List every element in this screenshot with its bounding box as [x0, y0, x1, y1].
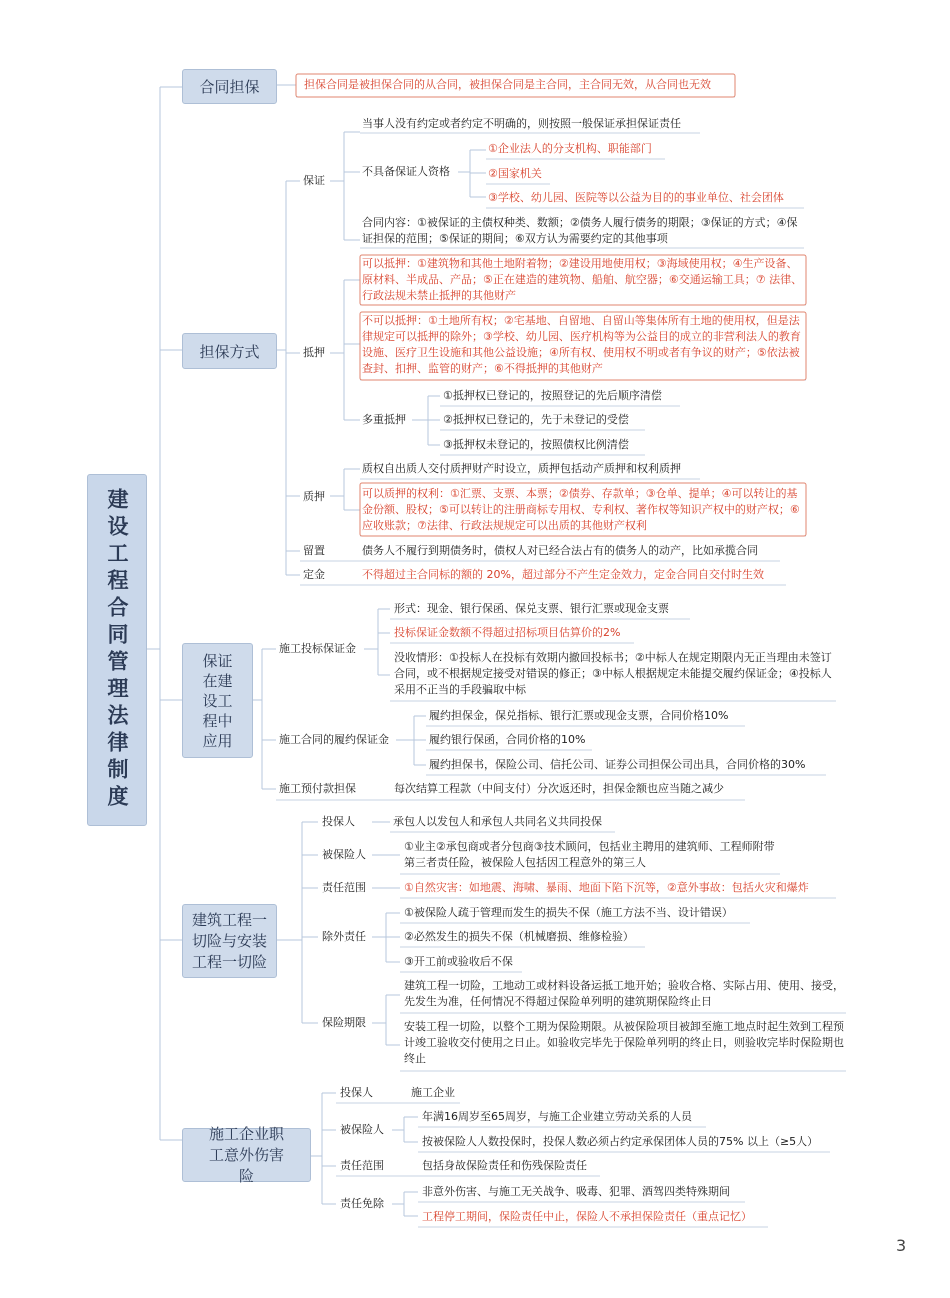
- b4-period-item: 建筑工程一切险，工地动工或材料设备运抵工地开始；验收合格、实际占用、使用、接受，先发生为准，任何情况不得超过保险单列明的建筑期保险终止日: [404, 979, 844, 1008]
- multi-mortgage-item: ①抵押权已登记的，按照登记的先后顺序清偿: [443, 389, 662, 402]
- advance-payment-text: 每次结算工程款（中间支付）分次返还时，担保金额也应当随之减少: [394, 782, 724, 795]
- guarantee-note: 担保合同是被担保合同的从合同，被担保合同是主合同，主合同无效，从合同也无效: [304, 78, 711, 91]
- performance-bond-item: 履约银行保函，合同价格的10%: [429, 733, 586, 746]
- unqualified-item: ①企业法人的分支机构、职能部门: [488, 142, 652, 155]
- performance-bond-item: 履约担保金，保兑指标、银行汇票或现金支票，合同价格10%: [429, 709, 729, 722]
- performance-bond-label: 施工合同的履约保证金: [279, 733, 389, 746]
- b5-insurer-label: 投保人: [340, 1086, 373, 1099]
- page-number: 3: [896, 1236, 907, 1255]
- baozheng-label: 保证: [303, 174, 325, 187]
- bid-bond-form: 形式：现金、银行保函、保兑支票、银行汇票或现金支票: [394, 602, 669, 615]
- diya-can: 可以抵押：①建筑物和其他土地附着物；②建设用地使用权；③海域使用权；④生产设备、原材料、半成品、产品；⑤正在建造的建筑物、船舶、航空器；⑥交通运输工具；⑦ 法律、行政法规未禁止抵押的其他财产: [362, 257, 803, 302]
- b4-insured-text: ①业主②承包商或者分包商③技术顾问，包括业主聘用的建筑师、工程师附带第三者责任险，被保险人包括因工程意外的第三人: [404, 840, 775, 869]
- zhiya-l1: 质权自出质人交付质押财产时设立，质押包括动产质押和权利质押: [362, 462, 681, 475]
- b4-scope-text: ①自然灾害：如地震、海啸、暴雨、地面下陷下沉等，②意外事故：包括火灾和爆炸: [404, 881, 809, 894]
- multi-mortgage-item: ③抵押权未登记的，按照债权比例清偿: [443, 438, 629, 451]
- multi-mortgage-item: ②抵押权已登记的，先于未登记的受偿: [443, 413, 629, 426]
- advance-payment-label: 施工预付款担保: [279, 782, 356, 795]
- b5-insured-item: 年满16周岁至65周岁，与施工企业建立劳动关系的人员: [422, 1110, 692, 1123]
- baozheng-default: 当事人没有约定或者约定不明确的，则按照一般保证承担保证责任: [362, 117, 681, 130]
- b4-insured-label: 被保险人: [322, 848, 366, 861]
- unqualified-item: ③学校、幼儿园、医院等以公益为目的的事业单位、社会团体: [488, 191, 784, 204]
- b4-except-label: 除外责任: [322, 930, 366, 943]
- b5-except-item: 工程停工期间，保险责任中止，保险人不承担保险责任（重点记忆）: [422, 1210, 752, 1223]
- b5-insurer-text: 施工企业: [411, 1086, 455, 1099]
- b4-period-item: 安装工程一切险，以整个工期为保险期限。从被保险项目被卸至施工地点时起生效到工程预计竣工验收交付使用之日止。如验收完毕先于保险单列明的终止日，则验收完毕时保险期也终止: [404, 1020, 844, 1065]
- performance-bond-item: 履约担保书，保险公司、信托公司、证券公司担保公司出具，合同价格的30%: [429, 758, 806, 771]
- diya-label: 抵押: [303, 346, 325, 359]
- b4-insurer-text: 承包人以发包人和承包人共同名义共同投保: [393, 815, 602, 828]
- zhiya-rights: 可以质押的权利：①汇票、支票、本票；②债券、存款单；③仓单、提单；④可以转让的基金份额、股权；⑤可以转让的注册商标专用权、专利权、著作权等知识产权中的财产权；⑥应收账款；⑦法律、行政法规规定可以出质的其他财产权利: [362, 487, 800, 532]
- bid-bond-label: 施工投标保证金: [279, 642, 356, 655]
- b4-except-item: ①被保险人疏于管理而发生的损失不保（施工方法不当、设计错误）: [404, 906, 733, 919]
- zhiya-label: 质押: [303, 490, 325, 503]
- root-node: 建设工程合同管理法律制度: [87, 474, 147, 826]
- liuzhi-text: 债务人不履行到期债务时，债权人对已经合法占有的债务人的动产，比如承揽合同: [362, 544, 758, 557]
- b5-insured-item: 按被保险人人数投保时，投保人数必须占约定承保团体人员的75% 以上（≥5人）: [422, 1135, 819, 1148]
- dingjin-text: 不得超过主合同标的额的 20%，超过部分不产生定金效力，定金合同自交付时生效: [362, 568, 764, 581]
- b4-insurer-label: 投保人: [322, 815, 355, 828]
- unqualified-label: 不具备保证人资格: [362, 165, 450, 178]
- branch-construction-insurance[interactable]: 建筑工程一切险与安装工程一切险: [182, 904, 277, 978]
- b4-except-item: ③开工前或验收后不保: [404, 955, 513, 968]
- branch-accident-insurance[interactable]: 施工企业职工意外伤害险: [182, 1128, 311, 1182]
- branch-guarantee-application[interactable]: 保证在建设工程中应用: [182, 643, 253, 758]
- liuzhi-label: 留置: [303, 544, 325, 557]
- baozheng-content: 合同内容：①被保证的主债权种类、数额；②债务人履行债务的期限；③保证的方式；④保证担保的范围；⑤保证的期间；⑥双方认为需要约定的其他事项: [362, 216, 798, 245]
- bid-bond-forfeit: 没收情形：①投标人在投标有效期内撤回投标书；②中标人在规定期限内无正当理由未签订合同，或不根据规定接受对错误的修正；③中标人根据规定未能提交履约保证金；④投标人采用不正当的手段骗取中标: [394, 651, 832, 696]
- b4-except-item: ②必然发生的损失不保（机械磨损、维修检验）: [404, 930, 634, 943]
- b5-scope-text: 包括身故保险责任和伤残保险责任: [422, 1159, 587, 1172]
- dingjin-label: 定金: [303, 568, 325, 581]
- b5-insured-label: 被保险人: [340, 1123, 384, 1136]
- diya-cannot: 不可以抵押：①土地所有权；②宅基地、自留地、自留山等集体所有土地的使用权，但是法律规定可以抵押的除外；③学校、幼儿园、医疗机构等为公益目的成立的非营利法人的教育设施、医疗卫生设施和其他公益设施；④所有权、使用权不明或者有争议的财产；⑤依法被查封、扣押、监管的财产；⑥不得抵押的其他财产: [362, 314, 801, 375]
- multi-mortgage-label: 多重抵押: [362, 413, 406, 426]
- unqualified-item: ②国家机关: [488, 167, 542, 180]
- b5-except-item: 非意外伤害、与施工无关战争、吸毒、犯罪、酒驾四类特殊期间: [422, 1185, 730, 1198]
- b4-scope-label: 责任范围: [322, 881, 366, 894]
- b4-period-label: 保险期限: [322, 1016, 366, 1029]
- b5-scope-label: 责任范围: [340, 1159, 384, 1172]
- branch-contract-guarantee[interactable]: 合同担保: [182, 69, 277, 104]
- bid-bond-limit: 投标保证金数额不得超过招标项目估算价的2%: [394, 626, 621, 639]
- branch-guarantee-methods[interactable]: 担保方式: [182, 333, 277, 369]
- b5-except-label: 责任免除: [340, 1197, 384, 1210]
